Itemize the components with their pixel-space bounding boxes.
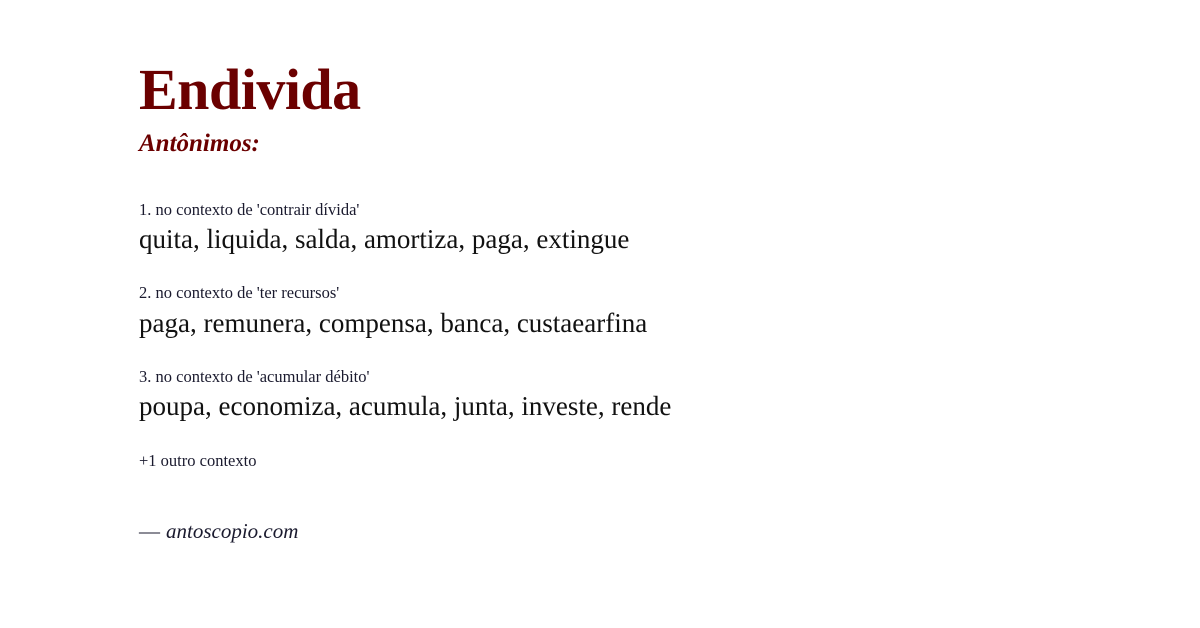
- list-item: [139, 282, 1100, 341]
- senses-list: [139, 199, 1100, 425]
- sense-antonyms: quita, liquida, salda, amortiza, paga, extingue: [139, 224, 630, 255]
- list-item: [139, 366, 1100, 425]
- em-dash-icon: —: [139, 519, 160, 544]
- sense-context-label: 1. no contexto de 'contrair dívida': [139, 199, 360, 219]
- more-contexts-note: +1 outro contexto: [139, 451, 257, 471]
- section-subtitle: Antônimos:: [139, 129, 260, 157]
- page-title: Endivida: [139, 57, 361, 122]
- sense-context-label: 3. no contexto de 'acumular débito': [139, 366, 370, 386]
- source-name: antoscopio.com: [166, 519, 299, 544]
- sense-antonyms: poupa, economiza, acumula, junta, investe, rende: [139, 391, 672, 422]
- sense-context-label: 2. no contexto de 'ter recursos': [139, 283, 340, 303]
- sense-antonyms: paga, remunera, compensa, banca, custaearfina: [139, 307, 648, 338]
- source-attribution: [139, 519, 1100, 544]
- list-item: [139, 199, 1100, 258]
